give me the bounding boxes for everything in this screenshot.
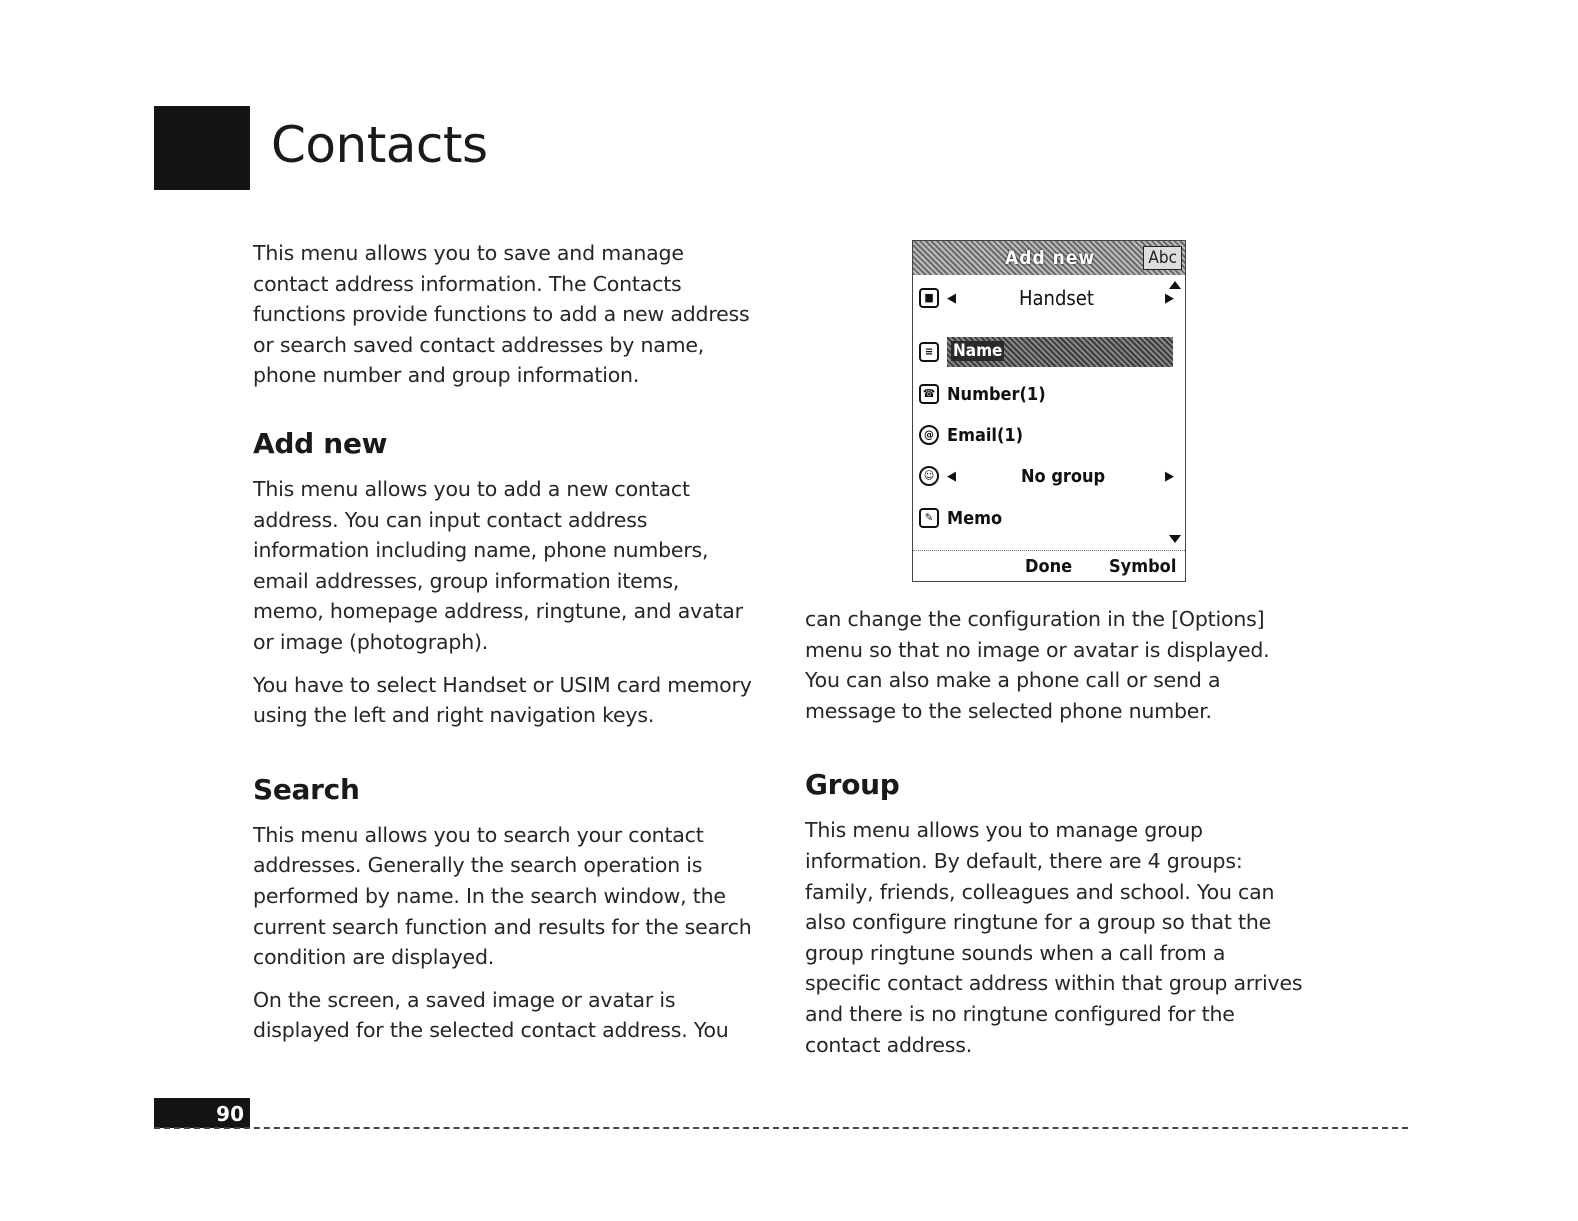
name-label: Name: [953, 341, 1003, 361]
group-heading: Group: [805, 768, 900, 802]
footer-rule: [154, 1127, 1408, 1129]
memo-row[interactable]: [919, 503, 1002, 533]
intro-paragraph: This menu allows you to save and manage contact address information. The Contacts functions provide functions to add a new address or search saved contact addresses by name, phone number and group information.: [253, 241, 750, 388]
left-arrow-icon: ◀: [947, 290, 956, 306]
memo-icon: ✎: [919, 508, 939, 528]
email-row[interactable]: [919, 420, 1023, 450]
page-title: Contacts: [271, 116, 488, 174]
done-softkey[interactable]: Done: [1025, 556, 1073, 577]
memory-row[interactable]: [919, 283, 1179, 313]
add-new-heading: Add new: [253, 426, 388, 460]
phone-number-icon: ☎: [919, 384, 939, 404]
phone-screenshot: [912, 240, 1186, 582]
group-row[interactable]: [919, 461, 1179, 491]
number-label: Number(1): [947, 383, 1046, 405]
memo-label: Memo: [947, 507, 1003, 529]
chapter-block: [154, 106, 250, 190]
group-paragraph: This menu allows you to manage group information. By default, there are 4 groups: family, friends, colleagues and school. You can also configure ringtune for a group so that the group ringtune sounds when a call from a specific contact address within that group arrives and there is no ringtune configured for the contact address.: [805, 818, 1303, 1057]
email-label: Email(1): [947, 424, 1024, 446]
group-value: No group: [1021, 465, 1106, 487]
name-field-selected[interactable]: [947, 337, 1173, 367]
group-icon: ☺: [919, 466, 939, 486]
symbol-softkey[interactable]: Symbol: [1109, 556, 1177, 577]
add-new-paragraph-2: You have to select Handset or USIM card memory using the left and right navigation keys.: [253, 672, 752, 728]
memory-icon: ■: [919, 288, 939, 308]
phone-title: Add new: [1005, 247, 1096, 269]
name-card-icon: ≡: [919, 342, 939, 362]
scroll-down-icon: [1169, 535, 1181, 543]
group-left-arrow-icon: ◀: [947, 468, 956, 484]
right-column: [805, 604, 1305, 1072]
add-new-paragraph-1: This menu allows you to add a new contact address. You can input contact address information including name, phone numbers, email addresses, group information items, memo, homepage address, ringtune, and avatar or image (photograph).: [253, 476, 743, 654]
memory-value: Handset: [1019, 286, 1094, 310]
search-heading: Search: [253, 772, 360, 806]
phone-title-bar: [913, 241, 1185, 275]
left-column: [253, 238, 753, 1058]
page-number: 90: [154, 1098, 250, 1128]
softkey-bar: [913, 550, 1185, 581]
group-right-arrow-icon: ▶: [1165, 468, 1174, 484]
name-row[interactable]: [919, 337, 947, 367]
search-paragraph-1: This menu allows you to search your contact addresses. Generally the search operation is performed by name. In the search window, the current search function and results for the search condition are displayed.: [253, 822, 752, 970]
number-row[interactable]: [919, 379, 1046, 409]
email-at-icon: @: [919, 425, 939, 445]
input-mode-indicator: Abc: [1143, 246, 1182, 270]
search-paragraph-2: On the screen, a saved image or avatar is displayed for the selected contact address. You: [253, 987, 729, 1043]
search-paragraph-2-continued: can change the configuration in the [Options] menu so that no image or avatar is displayed. You can also make a phone call or send a message to the selected phone number.: [805, 607, 1270, 723]
right-arrow-icon: ▶: [1165, 290, 1174, 306]
